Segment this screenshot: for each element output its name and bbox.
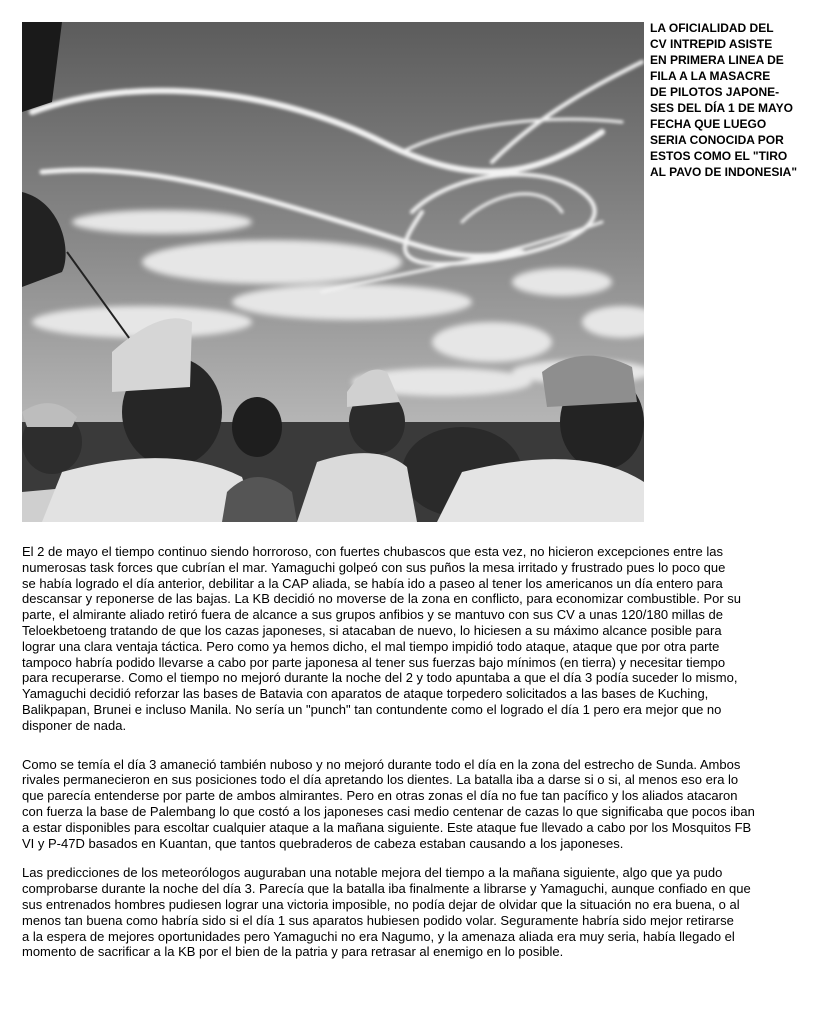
text-line: comprobarse durante la noche del día 3. Parecía que la batalla iba finalmente a librarse y Yamaguchi, aunque confiado en que <box>22 881 751 897</box>
text-line: VI y P-47D basados en Kuantan, que tantos quebraderos de cabeza estaban causando a los japoneses. <box>22 835 624 851</box>
text-line: con fuerza la base de Palembang lo que costó a los japoneses casi medio centenar de cazas lo que significaba que pocos iban <box>22 803 755 819</box>
paragraph-forecast <box>22 865 812 960</box>
text-line: Balikpapan, Brunei e incluso Manila. No sería un "punch" tan contundente como el logrado el día 1 pero era mejor que no <box>22 701 722 717</box>
photo-caption <box>650 20 826 180</box>
paragraph-may-2 <box>22 544 812 734</box>
text-line: tampoco habría podido llevarse a cabo por parte japonesa al tener sus fuerzas bajo mínimos (en tierra) y necesitar tiempo <box>22 654 726 670</box>
text-line: rivales permanecieron en sus posiciones todo el día apretando los dientes. La batalla iba a darse si o si, al menos eso era lo <box>22 772 739 788</box>
caption-line: CV INTREPID ASISTE <box>650 37 773 51</box>
text-line: para recuperarse. Como el tiempo no mejoró durante la noche del 2 y todo apuntaba a que el día 3 podía suceder lo mismo, <box>22 670 738 686</box>
caption-line: FECHA QUE LUEGO <box>650 117 767 131</box>
contrails-photo <box>22 22 644 522</box>
text-line: sus entrenados hombres pudiesen lograr una victoria imposible, no podía dejar de olvidar que la situación no era buena, o al <box>22 896 740 912</box>
text-line: que parecía entenderse por parte de ambos almirantes. Pero en otras zonas el día no fue tan pacífico y los aliados atacaron <box>22 788 738 804</box>
caption-line: FILA A LA MASACRE <box>650 69 771 83</box>
text-line: Yamaguchi decidió reforzar las bases de Batavia con aparatos de ataque torpedero solicitados a las bases de Kuching, <box>22 686 709 702</box>
text-line: Las predicciones de los meteorólogos auguraban una notable mejora del tiempo a la mañana siguiente, algo que ya pudo <box>22 865 723 881</box>
text-line: parte, el almirante aliado retiró fuera de alcance a sus grupos anfibios y se mantuvo con sus CV a unas 120/180 millas de <box>22 607 723 623</box>
caption-line: DE PILOTOS JAPONE- <box>650 85 780 99</box>
caption-line: LA OFICIALIDAD DEL <box>650 21 774 35</box>
text-line: descansar y reponerse de las bajas. La KB decidió no moverse de la zona en conflicto, para economizar combustible. Por su <box>22 591 742 607</box>
text-line: numerosas task forces que cubrían el mar. Yamaguchi golpeó con sus puños la mesa irritado y frustrado pues lo poco que <box>22 559 726 575</box>
caption-line: ESTOS COMO EL "TIRO <box>650 149 788 163</box>
text-line: a estar disponibles para escoltar cualquier ataque a la mañana siguiente. Este ataque fue llevado a cabo por los Mosquitos FB <box>22 819 752 835</box>
caption-line: SERIA CONOCIDA POR <box>650 133 784 147</box>
article-body <box>22 544 812 960</box>
paragraph-may-3 <box>22 757 812 852</box>
text-line: disponer de nada. <box>22 717 127 733</box>
caption-line: SES DEL DÍA 1 DE MAYO <box>650 101 793 115</box>
caption-line: AL PAVO DE INDONESIA" <box>650 165 798 179</box>
text-line: a la espera de mejores oportunidades pero Yamaguchi no era Nagumo, y la amenaza aliada era muy seria, había llegado el <box>22 928 735 944</box>
text-line: El 2 de mayo el tiempo continuo siendo horroroso, con fuertes chubascos que esta vez, no hicieron excepciones entre las <box>22 544 723 559</box>
text-line: Como se temía el día 3 amaneció también nuboso y no mejoró durante todo el día en la zona del estrecho de Sunda. Ambos <box>22 756 741 772</box>
text-line: lograr una clara ventaja táctica. Pero como ya hemos dicho, el mal tiempo impidió todo ataque, ataque que por otra parte <box>22 638 720 654</box>
text-line: Teloekbetoeng tratando de que los cazas japoneses, si atacaban de nuevo, lo hiciesen a su máximo alcance posible para <box>22 622 722 638</box>
text-line: momento de sacrificar a la KB por el bien de la patria y para retrasar al enemigo en lo posible. <box>22 944 564 960</box>
text-line: se había logrado el día anterior, debilitar a la CAP aliada, se había ido a paseo al tener los americanos un día entero para <box>22 575 723 591</box>
sailors-watching-contrails-photo-icon <box>22 22 644 522</box>
text-line: menos tan buena como habría sido si el día 1 sus aparatos hubiesen podido volar. Seguramente habría sido mejor retirarse <box>22 912 734 928</box>
caption-line: EN PRIMERA LINEA DE <box>650 53 784 67</box>
